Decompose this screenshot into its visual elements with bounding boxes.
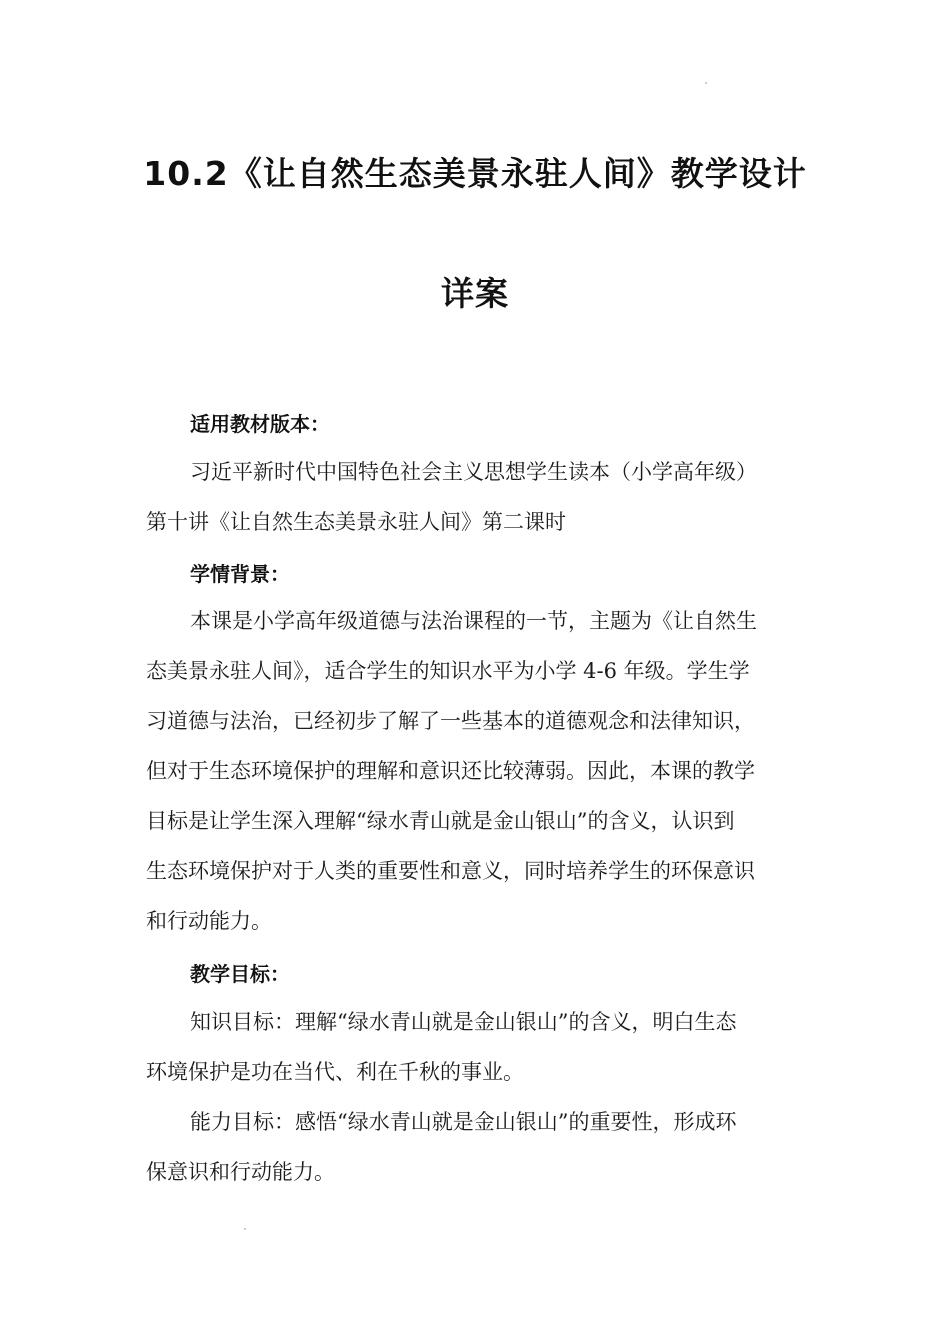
background-line: 但对于生态环境保护的理解和意识还比较薄弱。因此，本课的教学	[146, 759, 755, 783]
background-line: 和行动能力。	[146, 909, 272, 933]
background-line: 本课是小学高年级道德与法治课程的一节，主题为《让自然生	[190, 609, 757, 633]
textbook-line: 第十讲《让自然生态美景永驻人间》第二课时	[146, 510, 566, 534]
scan-speck-bottom	[244, 1228, 246, 1230]
knowledge-objective-line: 环境保护是功在当代、利在千秋的事业。	[146, 1060, 524, 1084]
background-line: 生态环境保护对于人类的重要性和意义，同时培养学生的环保意识	[146, 859, 755, 883]
document-title-continued: 详案	[441, 274, 509, 313]
knowledge-objective-line: 知识目标：理解“绿水青山就是金山银山”的含义，明白生态	[190, 1010, 737, 1034]
ability-objective-line: 保意识和行动能力。	[146, 1160, 335, 1184]
ability-objective-line: 能力目标：感悟“绿水青山就是金山银山”的重要性，形成环	[190, 1110, 737, 1134]
background-line: 习道德与法治，已经初步了解了一些基本的道德观念和法律知识，	[146, 709, 755, 733]
textbook-heading: 适用教材版本：	[190, 412, 330, 436]
scan-speck-top	[705, 82, 707, 84]
textbook-line: 习近平新时代中国特色社会主义思想学生读本（小学高年级）	[190, 460, 757, 484]
background-line: 目标是让学生深入理解“绿水青山就是金山银山”的含义，认识到	[146, 809, 735, 833]
background-heading: 学情背景：	[190, 562, 290, 586]
objectives-heading: 教学目标：	[190, 962, 290, 986]
background-line: 态美景永驻人间》，适合学生的知识水平为小学 4-6 年级。学生学	[146, 659, 750, 683]
document-title: 10.2《让自然生态美景永驻人间》教学设计	[143, 154, 807, 193]
